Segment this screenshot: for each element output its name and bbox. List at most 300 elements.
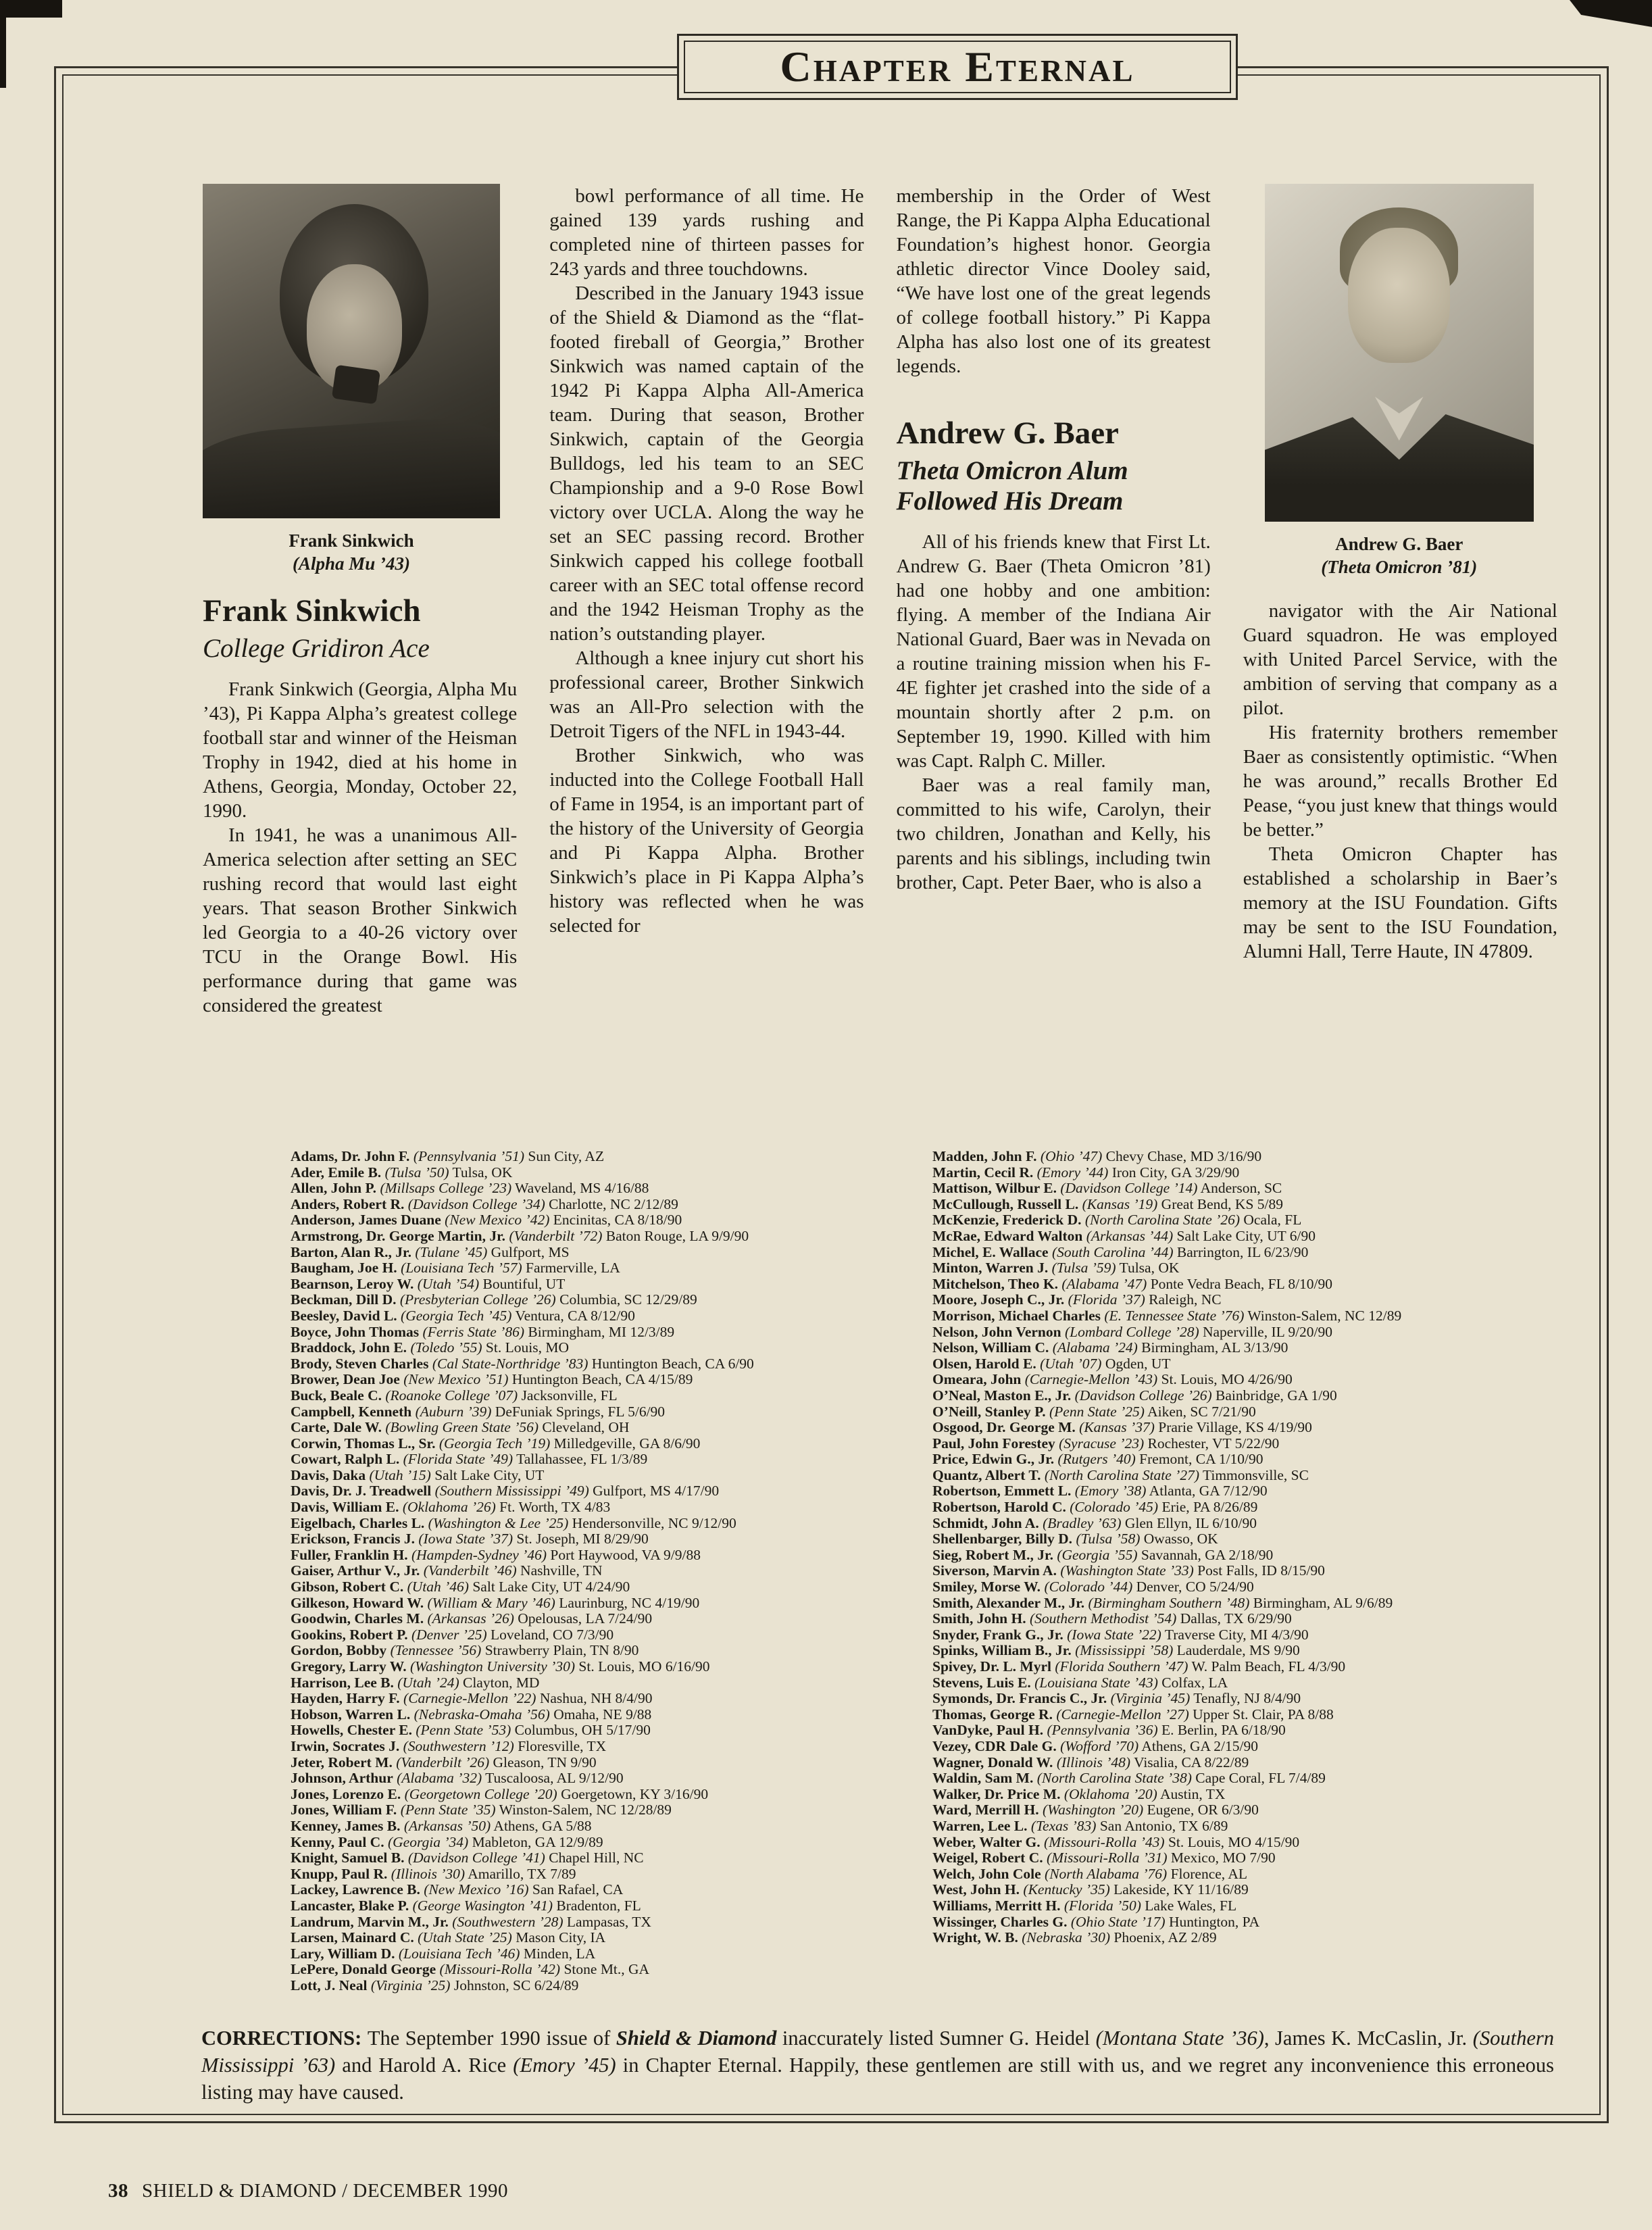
baer-caption-name: Andrew G. Baer [1335, 534, 1463, 554]
memorial-entry-location-date: Savannah, GA 2/18/90 [1141, 1546, 1274, 1563]
memorial-entry-location-date: Timmonsville, SC [1202, 1466, 1309, 1483]
memorial-entry-name: McCullough, Russell L. [932, 1195, 1079, 1212]
memorial-entry [291, 1723, 892, 1739]
memorial-entry-name: Knupp, Paul R. [291, 1865, 388, 1882]
memorial-entry-chapter: (Nebraska-Omaha ’56) [414, 1706, 550, 1723]
memorial-entry [291, 1436, 892, 1452]
article-paragraph: Frank Sinkwich (Georgia, Alpha Mu ’43), Pi Kappa Alpha’s greatest college football star and winner of the Heisman Trophy in 1942, died at his home in Athens, Georgia, Monday, October 22, 1990. [203, 678, 518, 822]
memorial-entry-name: Eigelbach, Charles L. [291, 1514, 425, 1531]
memorial-entry-name: Beesley, David L. [291, 1307, 397, 1324]
frank-sinkwich-photo [203, 184, 500, 518]
memorial-entry-chapter: (Vanderbilt ’26) [396, 1754, 490, 1770]
memorial-entry-location-date: Atlanta, GA 7/12/90 [1149, 1483, 1268, 1500]
memorial-entry [291, 1770, 892, 1787]
memorial-entry-chapter: (Utah ’07) [1040, 1355, 1102, 1372]
article-column-4 [1243, 184, 1557, 1018]
memorial-entry-name: O’Neal, Maston E., Jr. [932, 1387, 1072, 1404]
memorial-entry-chapter: (Rutgers ’40) [1057, 1451, 1136, 1468]
memorial-entry-name: Brower, Dean Joe [291, 1371, 400, 1388]
memorial-entry [932, 1181, 1561, 1197]
memorial-entry-chapter: (William & Mary ’46) [427, 1594, 555, 1611]
memorial-entry [291, 1372, 892, 1388]
memorial-entry-name: Lancaster, Blake P. [291, 1897, 409, 1914]
memorial-entry-chapter: (Alabama ’32) [397, 1770, 482, 1787]
memorial-entry-location-date: St. Joseph, MI 8/29/90 [516, 1531, 649, 1547]
memorial-entry-name: Wissinger, Charles G. [932, 1913, 1068, 1930]
memorial-entry-chapter: (Syracuse ’23) [1059, 1435, 1145, 1452]
memorial-entry-chapter: (Wofford ’70) [1060, 1737, 1139, 1754]
memorial-entry [932, 1468, 1561, 1484]
memorial-entry-chapter: (Louisiana State ’43) [1034, 1674, 1158, 1691]
memorial-entry-location-date: Birmingham, AL 9/6/89 [1253, 1594, 1393, 1611]
memorial-entry-chapter: (Missouri-Rolla ’42) [439, 1961, 561, 1978]
memorial-entry-chapter: (Penn State ’25) [1049, 1403, 1145, 1420]
memorial-entry [291, 1452, 892, 1468]
memorial-entry-location-date: Athens, GA 2/15/90 [1141, 1737, 1258, 1754]
memorial-entry [932, 1675, 1561, 1691]
memorial-entry [932, 1372, 1561, 1388]
memorial-entry [291, 1930, 892, 1946]
memorial-entry-chapter: (Emory ’38) [1074, 1483, 1147, 1500]
memorial-entry-chapter: (Carnegie-Mellon ’43) [1024, 1371, 1158, 1388]
memorial-entry [932, 1229, 1561, 1245]
memorial-entry-location-date: E. Berlin, PA 6/18/90 [1161, 1722, 1286, 1739]
memorial-entry-location-date: Baton Rouge, LA 9/9/90 [605, 1227, 749, 1244]
memorial-entry-name: Gookins, Robert P. [291, 1626, 408, 1643]
memorial-entry-chapter: (New Mexico ’16) [424, 1881, 529, 1898]
memorial-entry-location-date: Ocala, FL [1243, 1212, 1302, 1229]
memorial-entry-chapter: (Millsaps College ’23) [380, 1180, 512, 1197]
memorial-entry-location-date: Anderson, SC [1200, 1180, 1282, 1197]
memorial-entry-location-date: Milledgeville, GA 8/6/90 [553, 1435, 701, 1452]
memorial-entry [291, 1707, 892, 1723]
memorial-entry-location-date: Minden, LA [523, 1945, 596, 1962]
memorial-entry-chapter: (Penn State ’53) [416, 1722, 511, 1739]
memorial-entry-name: McKenzie, Frederick D. [932, 1212, 1082, 1229]
memorial-entry-name: Davis, Daka [291, 1466, 366, 1483]
memorial-entry-location-date: Denver, CO 5/24/90 [1136, 1579, 1254, 1595]
memorial-entry-location-date: Chevy Chase, MD 3/16/90 [1105, 1148, 1262, 1164]
memorial-entry [291, 1914, 892, 1931]
memorial-entry-chapter: (North Carolina State ’26) [1084, 1212, 1241, 1229]
memorial-entry-name: Olsen, Harold E. [932, 1355, 1036, 1372]
article-paragraph: Although a knee injury cut short his professional career, Brother Sinkwich was an All-Pro selection with the Detroit Tigers of the NFL in 1943-44. [549, 647, 864, 742]
memorial-entry [932, 1755, 1561, 1771]
sinkwich-chinstrap-shape [331, 365, 380, 404]
article-paragraph: His fraternity brothers remember Baer as consistently optimistic. “When he was around,” recalls Brother Ed Pease, “you just knew that things would be better.” [1243, 722, 1557, 841]
article-column-3 [897, 184, 1211, 1018]
memorial-entry-name: Gaiser, Arthur V., Jr. [291, 1562, 420, 1579]
memorial-entry-location-date: Farmerville, LA [526, 1260, 620, 1277]
memorial-entry [932, 1914, 1561, 1931]
memorial-entry [291, 1531, 892, 1547]
memorial-entry-name: Paul, John Forestey [932, 1435, 1055, 1452]
memorial-entry [291, 1882, 892, 1898]
memorial-entry [932, 1898, 1561, 1914]
memorial-entry [932, 1516, 1561, 1532]
memorial-entry-chapter: (Roanoke College ’07) [385, 1387, 518, 1404]
memorial-entry-chapter: (Utah State ’25) [418, 1929, 512, 1946]
memorial-entry-location-date: Mexico, MO 7/90 [1170, 1850, 1276, 1866]
article-paragraph: In 1941, he was a unanimous All-America selection after setting an SEC rushing record that would last eight years. That season Brother Sinkwich led Georgia to a 40-26 victory over TCU in the Orange Bowl. His performance during that game was considered the greatest [203, 824, 518, 1016]
memorial-entry-location-date: Colfax, LA [1161, 1674, 1228, 1691]
memorial-entry-name: Kenney, James B. [291, 1817, 401, 1834]
memorial-entry-chapter: (Pennsylvania ’51) [413, 1148, 524, 1164]
memorial-entry-name: Welch, John Cole [932, 1865, 1041, 1882]
memorial-entry-chapter: (Virginia ’25) [370, 1977, 451, 1993]
memorial-entry-name: Braddock, John E. [291, 1339, 407, 1356]
memorial-entry [291, 1308, 892, 1324]
memorial-entry-name: Landrum, Marvin M., Jr. [291, 1913, 449, 1930]
memorial-entry-chapter: (Illinois ’30) [391, 1865, 466, 1882]
memorial-entry-name: Wagner, Donald W. [932, 1754, 1053, 1770]
memorial-entry-chapter: (Southwestern ’28) [452, 1913, 564, 1930]
memorial-entry-name: Fuller, Franklin H. [291, 1546, 408, 1563]
memorial-entry-name: Vezey, CDR Dale G. [932, 1737, 1057, 1754]
memorial-entry [932, 1500, 1561, 1516]
memorial-entry-name: LePere, Donald George [291, 1961, 436, 1978]
sinkwich-caption-detail: (Alpha Mu ’43) [292, 553, 411, 574]
memorial-entry-name: Stevens, Luis E. [932, 1674, 1031, 1691]
memorial-entry-chapter: (Florida ’50) [1063, 1897, 1141, 1914]
memorial-entry-location-date: Fremont, CA 1/10/90 [1139, 1451, 1263, 1468]
memorial-entry-location-date: Strawberry Plain, TN 8/90 [484, 1642, 639, 1659]
memorial-entry-chapter: (Southern Methodist ’54) [1029, 1610, 1177, 1627]
memorial-entry-chapter: (Vanderbilt ’72) [509, 1227, 603, 1244]
memorial-entry-location-date: Winston-Salem, NC 12/28/89 [499, 1802, 672, 1818]
memorial-entry-location-date: Mason City, IA [516, 1929, 606, 1946]
scan-artifact-top-left [0, 0, 62, 18]
memorial-entry-location-date: Hendersonville, NC 9/12/90 [572, 1514, 736, 1531]
memorial-entry-chapter: (Texas ’83) [1030, 1817, 1097, 1834]
memorial-entry [932, 1930, 1561, 1946]
memorial-entry-location-date: Columbia, SC 12/29/89 [559, 1291, 697, 1308]
memorial-entry-name: Allen, John P. [291, 1180, 377, 1197]
memorial-entry-chapter: (Washington & Lee ’25) [428, 1514, 569, 1531]
memorial-entry-chapter: (Auburn ’39) [415, 1403, 492, 1420]
memorial-entry-location-date: Lauderdale, MS 9/90 [1176, 1642, 1300, 1659]
memorial-entry-name: Waldin, Sam M. [932, 1770, 1034, 1787]
memorial-entry-chapter: (Kentucky ’35) [1023, 1881, 1110, 1898]
memorial-entry-name: Kenny, Paul C. [291, 1833, 384, 1850]
memorial-entry [291, 1850, 892, 1866]
memorial-entry-name: Goodwin, Charles M. [291, 1610, 424, 1627]
memorial-entry-name: Hobson, Warren L. [291, 1706, 411, 1723]
baer-article-heading: Andrew G. Baer [896, 416, 1119, 451]
memorial-entry-name: Walker, Dr. Price M. [932, 1785, 1061, 1802]
memorial-entry [291, 1260, 892, 1277]
memorial-entry-location-date: Dallas, TX 6/29/90 [1180, 1610, 1292, 1627]
sinkwich-column3-paragraph: membership in the Order of West Range, the Pi Kappa Alpha Educational Foundation’s highest honor. Georgia athletic director Vince Dooley said, “We have lost one of the great legends of college football history.” Pi Kappa Alpha has also lost one of its greatest legends. [896, 185, 1211, 377]
memorial-entry-location-date: Lakeside, KY 11/16/89 [1113, 1881, 1249, 1898]
memorial-entry [932, 1579, 1561, 1595]
memorial-entry-name: Johnson, Arthur [291, 1770, 393, 1787]
memorial-entry-chapter: (Mississippi ’58) [1075, 1642, 1174, 1659]
memorial-entry-location-date: Austin, TX [1160, 1785, 1226, 1802]
memorial-entry-location-date: Salt Lake City, UT 6/90 [1176, 1227, 1316, 1244]
memorial-entry-location-date: Bountiful, UT [482, 1275, 566, 1292]
memorial-entry-name: Baugham, Joe H. [291, 1260, 397, 1277]
memorial-entry-location-date: Goergetown, KY 3/16/90 [561, 1785, 709, 1802]
sinkwich-article-heading: Frank Sinkwich [203, 593, 421, 628]
memorial-entry-name: Robertson, Harold C. [932, 1499, 1066, 1516]
memorial-entry-name: McRae, Edward Walton [932, 1227, 1083, 1244]
memorial-entry-name: Minton, Warren J. [932, 1260, 1049, 1277]
article-paragraph: Baer was a real family man, committed to his wife, Carolyn, their two children, Jonathan and Kelly, his parents and his siblings, including twin brother, Capt. Peter Baer, who is also a [896, 774, 1211, 893]
memorial-entry-name: Beckman, Dill D. [291, 1291, 397, 1308]
memorial-entry-location-date: St. Louis, MO [485, 1339, 569, 1356]
memorial-entry [291, 1292, 892, 1308]
memorial-entry-name: Howells, Chester E. [291, 1722, 412, 1739]
memorial-entry [291, 1627, 892, 1643]
memorial-entry-location-date: Ponte Vedra Beach, FL 8/10/90 [1150, 1275, 1333, 1292]
memorial-entry-chapter: (Washington University ’30) [409, 1658, 576, 1675]
memorial-entry-location-date: Prarie Village, KS 4/19/90 [1158, 1419, 1312, 1436]
memorial-entry-location-date: Bainbridge, GA 1/90 [1216, 1387, 1337, 1404]
memorial-entry [932, 1866, 1561, 1883]
memorial-entry-location-date: Visalia, CA 8/22/89 [1134, 1754, 1249, 1770]
article-paragraph: All of his friends knew that First Lt. Andrew G. Baer (Theta Omicron ’81) had one hobby and one ambition: flying. A member of the Indiana Air National Guard, Baer was in Nevada on a routine training mission when his F-4E fighter jet crashed into the side of a mountain shortly after 2 p.m. on September 19, 1990. Killed with him was Capt. Ralph C. Miller. [896, 531, 1211, 772]
memorial-entry [291, 1946, 892, 1962]
memorial-entry-location-date: Raleigh, NC [1149, 1291, 1222, 1308]
memorial-entry-chapter: (Utah ’15) [369, 1466, 431, 1483]
memorial-entry [932, 1404, 1561, 1420]
memorial-entry-name: Hayden, Harry F. [291, 1690, 400, 1707]
article-column-1 [203, 184, 517, 1018]
memorial-entry-name: Warren, Lee L. [932, 1817, 1028, 1834]
memorial-entry-chapter: (E. Tennessee State ’76) [1104, 1307, 1245, 1324]
memorial-entry [932, 1547, 1561, 1564]
memorial-entry [932, 1835, 1561, 1851]
memorial-entry-name: Barton, Alan R., Jr. [291, 1243, 411, 1260]
memorial-entry [291, 1483, 892, 1500]
memorial-entry-chapter: (Missouri-Rolla ’31) [1046, 1850, 1168, 1866]
article-paragraph: Brother Sinkwich, who was inducted into the College Football Hall of Fame in 1954, is an important part of the history of the University of Georgia and Pi Kappa Alpha. Brother Sinkwich’s place in Pi Kappa Alpha’s history was reflected when he was selected for [549, 745, 864, 937]
memorial-entry-name: Gibson, Robert C. [291, 1579, 404, 1595]
sinkwich-photo-caption [203, 529, 500, 575]
memorial-entry-chapter: (Louisiana Tech ’57) [401, 1260, 522, 1277]
memorial-entry-name: Madden, John F. [932, 1148, 1037, 1164]
memorial-entry-name: Anders, Robert R. [291, 1195, 405, 1212]
memorial-entry-chapter: (Georgetown College ’20) [404, 1785, 557, 1802]
memorial-entry-name: Boyce, John Thomas [291, 1323, 420, 1340]
memorial-entry [291, 1898, 892, 1914]
memorial-entry-location-date: Omaha, NE 9/88 [553, 1706, 652, 1723]
memorial-entry-chapter: (Penn State ’35) [400, 1802, 496, 1818]
memorial-entry-name: Morrison, Michael Charles [932, 1307, 1101, 1324]
memorial-entry [291, 1835, 892, 1851]
memorial-entry [291, 1420, 892, 1436]
memorial-entry [291, 1563, 892, 1579]
memorial-entry-name: Ward, Merrill H. [932, 1802, 1039, 1818]
memorial-entry-location-date: San Rafael, CA [532, 1881, 624, 1898]
memorial-entry [932, 1691, 1561, 1707]
memorial-entry-name: Corwin, Thomas L., Sr. [291, 1435, 436, 1452]
memorial-entry-name: Erickson, Francis J. [291, 1531, 415, 1547]
memorial-entry-name: Spivey, Dr. L. Myrl [932, 1658, 1051, 1675]
memorial-entry-location-date: Ogden, UT [1105, 1355, 1171, 1372]
memorial-entry [291, 1181, 892, 1197]
andrew-baer-photo [1265, 184, 1534, 522]
memorial-entry-name: Snyder, Frank G., Jr. [932, 1626, 1063, 1643]
memorial-entry [932, 1245, 1561, 1261]
article-area [203, 184, 1557, 1018]
memorial-entry-chapter: (Florida State ’49) [403, 1451, 514, 1468]
memorial-entry [932, 1707, 1561, 1723]
memorial-entry-name: Price, Edwin G., Jr. [932, 1451, 1055, 1468]
memorial-entry-chapter: (Cal State-Northridge ’83) [432, 1355, 589, 1372]
memorial-entry [291, 1659, 892, 1675]
page-title: Chapter Eternal [780, 43, 1135, 91]
memorial-entry-name: Carte, Dale W. [291, 1419, 382, 1436]
memorial-entry-location-date: Gleason, TN 9/90 [493, 1754, 597, 1770]
chapter-eternal-title-inner-rule [684, 41, 1231, 93]
memorial-entry [291, 1739, 892, 1755]
memorial-entry-chapter: (Davidson College ’41) [407, 1850, 545, 1866]
memorial-entry [291, 1516, 892, 1532]
memorial-entry [932, 1531, 1561, 1547]
memorial-entry-location-date: Birmingham, AL 3/13/90 [1141, 1339, 1288, 1356]
memorial-entry-location-date: Post Falls, ID 8/15/90 [1197, 1562, 1325, 1579]
memorial-entry [932, 1308, 1561, 1324]
memorial-entry-name: West, John H. [932, 1881, 1020, 1898]
memorial-entry-name: Buck, Beale C. [291, 1387, 382, 1404]
memorial-entry-name: Adams, Dr. John F. [291, 1148, 410, 1164]
memorial-entry-name: Michel, E. Wallace [932, 1243, 1049, 1260]
memorial-entry-name: Armstrong, Dr. George Martin, Jr. [291, 1227, 506, 1244]
scan-artifact-left-edge [0, 0, 6, 88]
memorial-entry-location-date: Tuscaloosa, AL 9/12/90 [485, 1770, 624, 1787]
memorial-entry [932, 1388, 1561, 1404]
baer-face-shape [1348, 228, 1450, 363]
memorial-entry [932, 1739, 1561, 1755]
memorial-entry-location-date: Erie, PA 8/26/89 [1161, 1499, 1258, 1516]
memorial-entry-name: Robertson, Emmett L. [932, 1483, 1072, 1500]
memorial-entry [291, 1643, 892, 1659]
memorial-entry-name: Knight, Samuel B. [291, 1850, 405, 1866]
memorial-entry-location-date: Aiken, SC 7/21/90 [1147, 1403, 1256, 1420]
memorial-entry-chapter: (Utah ’54) [417, 1275, 480, 1292]
memorial-entry [291, 1691, 892, 1707]
memorial-entry-location-date: Sun City, AZ [528, 1148, 605, 1164]
memorial-entry-chapter: (Ferris State ’86) [422, 1323, 524, 1340]
memorial-entry-chapter: (Louisiana Tech ’46) [398, 1945, 520, 1962]
memorial-entry [291, 1595, 892, 1612]
memorial-entry-location-date: Birmingham, MI 12/3/89 [528, 1323, 675, 1340]
memorial-entry-location-date: San Antonio, TX 6/89 [1099, 1817, 1228, 1834]
memorial-entry-location-date: Waveland, MS 4/16/88 [515, 1180, 649, 1197]
memorial-entry [932, 1277, 1561, 1293]
memorial-entry-location-date: Florence, AL [1170, 1865, 1248, 1882]
memorial-entry [932, 1770, 1561, 1787]
memorial-entry [932, 1340, 1561, 1356]
memorial-entry-location-date: Naperville, IL 9/20/90 [1202, 1323, 1333, 1340]
memorial-entry [291, 1324, 892, 1341]
memorial-entry [291, 1755, 892, 1771]
memorial-entry-location-date: St. Louis, MO 4/15/90 [1168, 1833, 1300, 1850]
memorial-entry-chapter: (Carnegie-Mellon ’27) [1056, 1706, 1189, 1723]
memorial-entry-name: Gilkeson, Howard W. [291, 1594, 424, 1611]
memorial-entry-chapter: (Arkansas ’26) [427, 1610, 514, 1627]
memorial-entry-chapter: (Tennessee ’56) [390, 1642, 482, 1659]
memorial-entry-name: Shellenbarger, Billy D. [932, 1531, 1073, 1547]
memorial-entry-location-date: Ventura, CA 8/12/90 [515, 1307, 635, 1324]
memorial-entry-location-date: Cleveland, OH [542, 1419, 630, 1436]
memorial-entry [291, 1962, 892, 1978]
corrections-paragraph: CORRECTIONS: The September 1990 issue of Shield & Diamond inaccurately listed Sumner G. Heidel (Montana State ’36), James K. McCaslin, Jr. (Southern Mississippi ’63) and Harold A. Rice (Emory ’45) in Chapter Eternal. Happily, these gentlemen are still with us, and we regret any inconvenience this erroneous listing may have caused. [201, 2027, 1555, 2104]
article-paragraph: navigator with the Air National Guard squadron. He was employed with United Parcel Service, with the ambition of serving that company as a pilot. [1243, 600, 1557, 719]
memorial-entry [291, 1229, 892, 1245]
memorial-entry-location-date: Great Bend, KS 5/89 [1161, 1195, 1284, 1212]
memorial-entry-name: Mattison, Wilbur E. [932, 1180, 1057, 1197]
memorial-entry-chapter: (Utah ’24) [397, 1674, 459, 1691]
baer-caption-detail: (Theta Omicron ’81) [1321, 557, 1478, 577]
memorial-entry-chapter: (Bowling Green State ’56) [385, 1419, 539, 1436]
memorial-entry-chapter: (Davidson College ’26) [1074, 1387, 1212, 1404]
article-column-2 [549, 184, 863, 1018]
memorial-entry-location-date: Tulsa, OK [1119, 1260, 1180, 1277]
memorial-entry-name: Nelson, William C. [932, 1339, 1049, 1356]
memorial-entry-location-date: Clayton, MD [462, 1674, 540, 1691]
sinkwich-column1-paragraphs [203, 677, 517, 1018]
footer-page-number: 38 [108, 2180, 128, 2202]
memorial-entry-location-date: Gulfport, MS 4/17/90 [593, 1483, 720, 1500]
sinkwich-caption-name: Frank Sinkwich [289, 530, 414, 551]
memorial-entry [932, 1356, 1561, 1372]
memorial-entry-name: Nelson, John Vernon [932, 1323, 1061, 1340]
memorial-entry-chapter: (Utah ’46) [407, 1579, 469, 1595]
memorial-entry-name: Williams, Merritt H. [932, 1897, 1061, 1914]
memorial-entry-name: Lott, J. Neal [291, 1977, 368, 1993]
memorial-entry [291, 1675, 892, 1691]
memorial-entry-chapter: (New Mexico ’51) [403, 1371, 509, 1388]
memorial-entry [932, 1483, 1561, 1500]
memorial-entry-name: Smiley, Morse W. [932, 1579, 1041, 1595]
memorial-entry-location-date: Eugene, OR 6/3/90 [1147, 1802, 1259, 1818]
memorial-entry-location-date: Loveland, CO 7/3/90 [491, 1626, 614, 1643]
memorial-entry-chapter: (Bradley ’63) [1043, 1514, 1122, 1531]
memorial-entry-chapter: (Ohio State ’17) [1070, 1913, 1166, 1930]
memorial-entry [932, 1260, 1561, 1277]
memorial-entry-location-date: Athens, GA 5/88 [493, 1817, 592, 1834]
memorial-entry-name: Martin, Cecil R. [932, 1164, 1034, 1181]
memorial-entry [291, 1149, 892, 1165]
memorial-entry-chapter: (Southwestern ’12) [403, 1737, 514, 1754]
memorial-entry-chapter: (Florida Southern ’47) [1055, 1658, 1188, 1675]
memorial-entry-chapter: (Iowa State ’37) [418, 1531, 514, 1547]
memorial-entry-chapter: (Toledo ’55) [410, 1339, 482, 1356]
memorial-entry-name: Sieg, Robert M., Jr. [932, 1546, 1053, 1563]
memorial-entry-name: Smith, John H. [932, 1610, 1026, 1627]
memorial-entry-chapter: (Kansas ’19) [1082, 1195, 1158, 1212]
memorial-entry-chapter: (South Carolina ’44) [1051, 1243, 1174, 1260]
memorial-entry-chapter: (Florida ’37) [1068, 1291, 1145, 1308]
memorial-entry-chapter: (Kansas ’37) [1079, 1419, 1155, 1436]
memorial-entry-location-date: Floresville, TX [518, 1737, 607, 1754]
memorial-entry-name: Anderson, James Duane [291, 1212, 441, 1229]
memorial-list-left-column [291, 1149, 892, 1993]
memorial-entry-location-date: Huntington, PA [1168, 1913, 1260, 1930]
memorial-entry-location-date: Iron City, GA 3/29/90 [1111, 1164, 1240, 1181]
memorial-entry-chapter: (Colorado ’45) [1070, 1499, 1159, 1516]
memorial-entry-location-date: Glen Ellyn, IL 6/10/90 [1124, 1514, 1257, 1531]
memorial-entry-chapter: (Lombard College ’28) [1064, 1323, 1199, 1340]
baer-article-subheading: Theta Omicron Alum Followed His Dream [896, 456, 1128, 516]
memorial-entry-chapter: (Georgia Tech ’45) [401, 1307, 512, 1324]
memorial-entry-location-date: Upper St. Clair, PA 8/88 [1193, 1706, 1334, 1723]
memorial-entry-name: Quantz, Albert T. [932, 1466, 1041, 1483]
memorial-entry-name: Symonds, Dr. Francis C., Jr. [932, 1690, 1107, 1707]
